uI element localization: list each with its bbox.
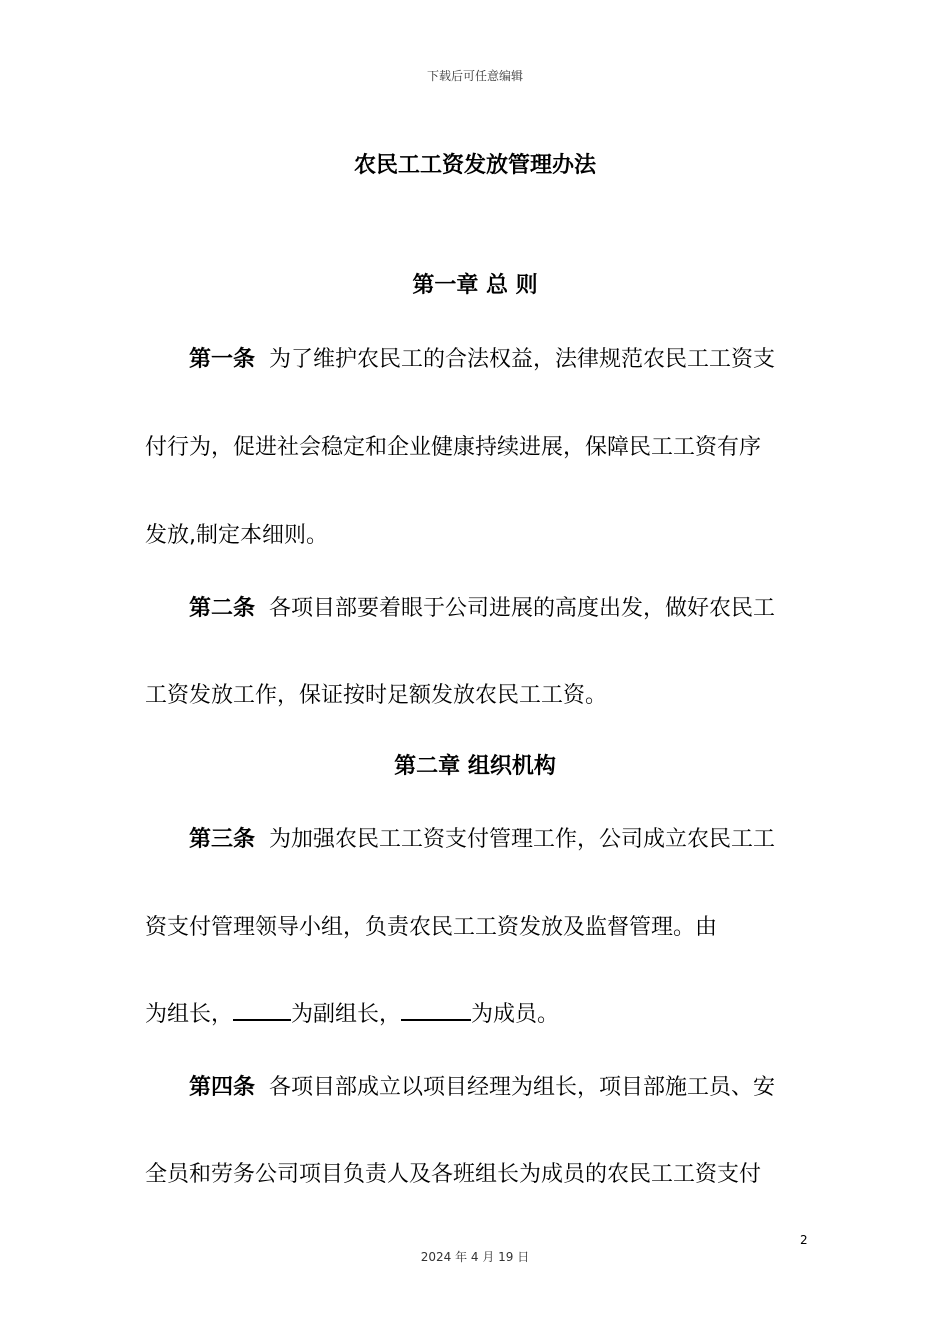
article-4-line-1 xyxy=(189,1070,775,1101)
article-2-line-1 xyxy=(189,591,775,622)
article-1-line-1 xyxy=(189,342,775,373)
article-3-line-3 xyxy=(145,997,559,1028)
page-number: 2 xyxy=(800,1233,808,1247)
article-1-text-1: 为了维护农民工的合法权益，法律规范农民工工资支 xyxy=(269,347,776,372)
article-2-text-1: 各项目部要着眼于公司进展的高度出发，做好农民工 xyxy=(269,596,776,621)
article-3-text-1: 为加强农民工工资支付管理工作，公司成立农民工工 xyxy=(269,827,776,852)
article-3-line-2: 资支付管理领导小组，负责农民工工资发放及监督管理。由 xyxy=(145,915,718,940)
article-3-text-3c: 为成员。 xyxy=(471,1002,560,1027)
article-3-text-3a: 为组长， xyxy=(145,1002,234,1027)
article-1-line-2: 付行为，促进社会稳定和企业健康持续进展，保障民工工资有序 xyxy=(145,435,762,460)
article-1-line-3: 发放,制定本细则。 xyxy=(145,523,328,548)
article-3-line-1 xyxy=(189,822,775,853)
chapter-2-heading: 第二章 组织机构 xyxy=(394,754,556,779)
article-2-label: 第二条 xyxy=(189,596,256,621)
article-2-line-2: 工资发放工作，保证按时足额发放农民工工资。 xyxy=(145,683,608,708)
chapter-1-heading: 第一章 总 则 xyxy=(412,273,538,298)
blank-members xyxy=(401,999,471,1021)
document-title: 农民工工资发放管理办法 xyxy=(353,153,596,178)
article-3-label: 第三条 xyxy=(189,827,256,852)
article-4-label: 第四条 xyxy=(189,1075,256,1100)
article-4-line-2: 全员和劳务公司项目负责人及各班组长为成员的农民工工资支付 xyxy=(145,1162,762,1187)
page-footer-date: 2024 年 4 月 19 日 xyxy=(420,1250,530,1264)
article-3-text-3b: 为副组长， xyxy=(291,1002,402,1027)
page-header: 下载后可任意编辑 xyxy=(426,69,523,83)
blank-deputy-leader xyxy=(233,999,291,1021)
article-1-label: 第一条 xyxy=(189,347,256,372)
article-4-text-1: 各项目部成立以项目经理为组长，项目部施工员、安 xyxy=(269,1075,776,1100)
